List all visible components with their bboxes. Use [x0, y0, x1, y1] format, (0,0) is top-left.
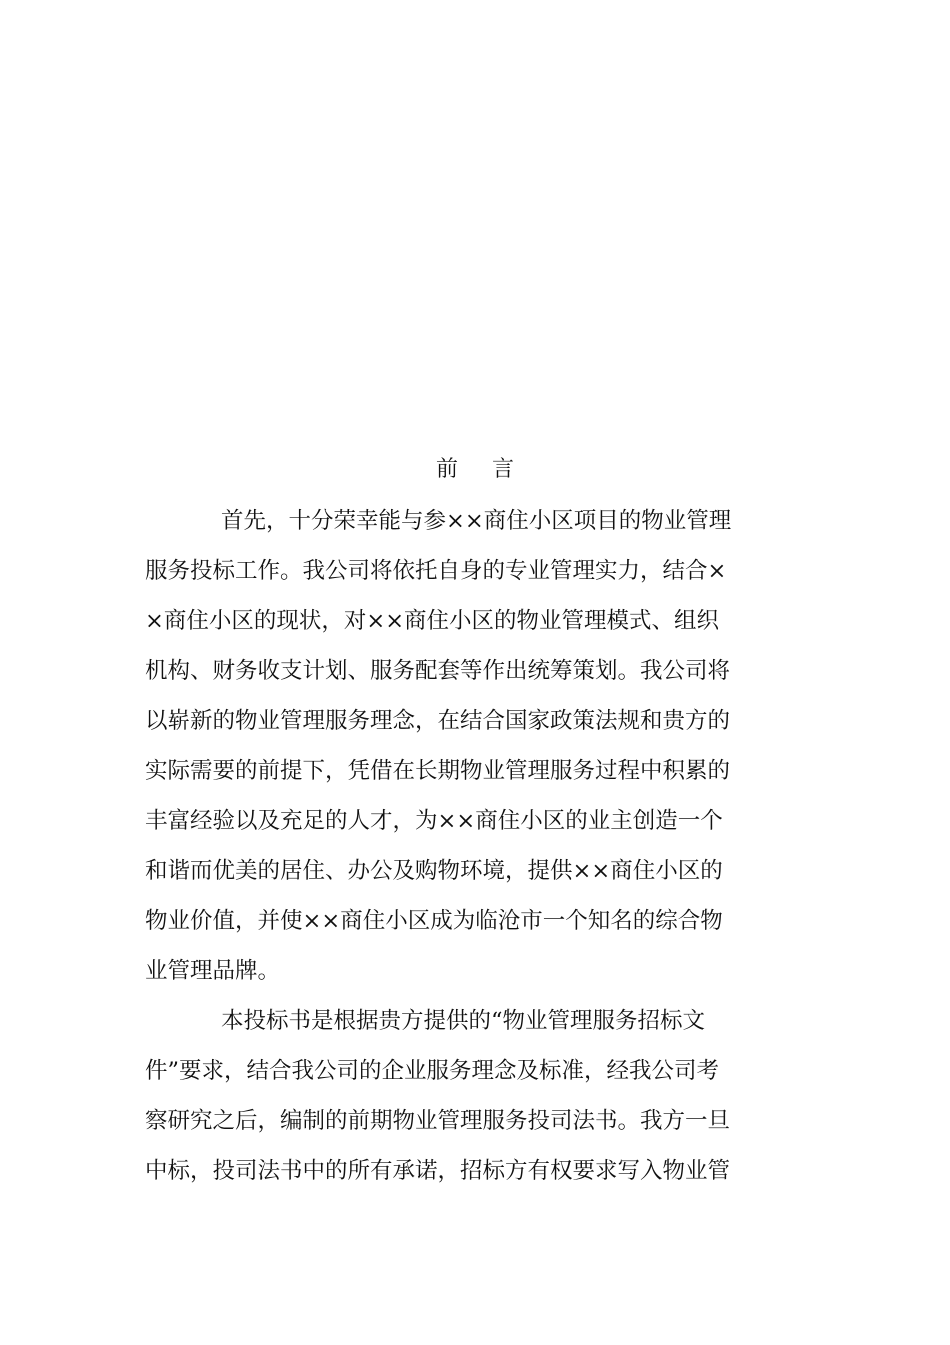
- paragraph-line: 和谐而优美的居住、办公及购物环境，提供××商住小区的: [145, 858, 723, 884]
- paragraph-line: 察研究之后，编制的前期物业管理服务投司法书。我方一旦: [145, 1108, 731, 1134]
- page-title: [0, 450, 950, 490]
- title-char-1: 前: [435, 457, 458, 482]
- paragraph-line: 丰富经验以及充足的人才，为××商住小区的业主创造一个: [145, 808, 723, 834]
- paragraph-line: 本投标书是根据贵方提供的“物业管理服务招标文: [221, 1008, 706, 1034]
- paragraph-line: 件”要求，结合我公司的企业服务理念及标准，经我公司考: [145, 1058, 720, 1084]
- paragraph-line: 首先，十分荣幸能与参××商住小区项目的物业管理: [221, 508, 732, 534]
- paragraph-line: 物业价值，并使××商住小区成为临沧市一个知名的综合物: [145, 908, 723, 934]
- title-char-2: 言: [492, 457, 515, 482]
- paragraph-line: 以崭新的物业管理服务理念，在结合国家政策法规和贵方的: [145, 708, 731, 734]
- paragraph-line: 实际需要的前提下，凭借在长期物业管理服务过程中积累的: [145, 758, 731, 784]
- paragraph-1: [145, 496, 755, 996]
- paragraph-2: [145, 996, 755, 1196]
- paragraph-line: ×商住小区的现状，对××商住小区的物业管理模式、组织: [145, 608, 720, 634]
- paragraph-line: 机构、财务收支计划、服务配套等作出统筹策划。我公司将: [145, 658, 731, 684]
- paragraph-line: 业管理品牌。: [145, 958, 281, 984]
- paragraph-line: 服务投标工作。我公司将依托自身的专业管理实力，结合×: [145, 558, 727, 584]
- paragraph-line: 中标，投司法书中的所有承诺，招标方有权要求写入物业管: [145, 1158, 731, 1184]
